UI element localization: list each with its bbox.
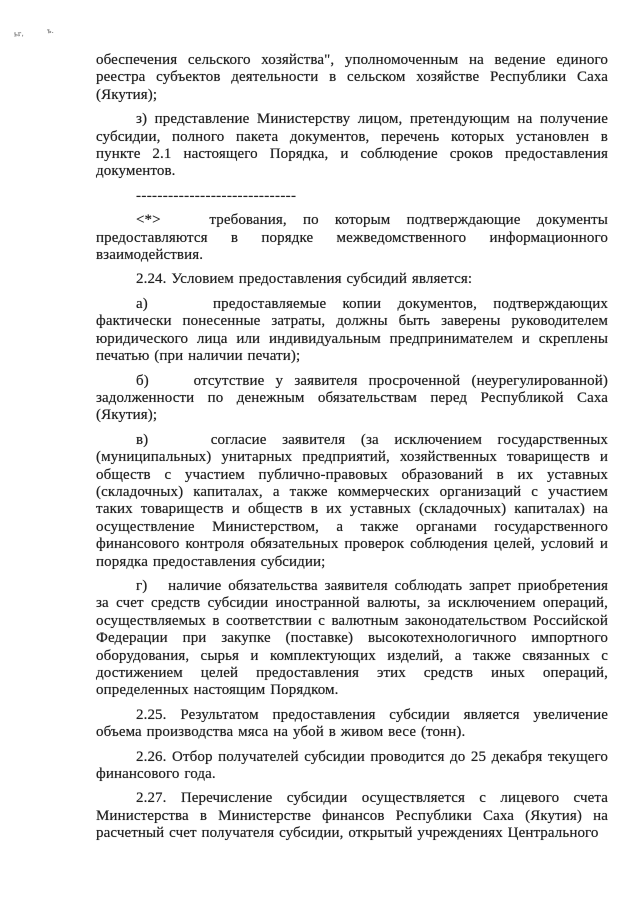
paragraph-2-26: 2.26. Отбор получателей субсидии проводится до 25 декабря текущего финансового года.	[96, 748, 608, 783]
footnote-separator: ------------------------------	[136, 187, 297, 204]
paragraph-item-v: в) согласие заявителя (за исключением государственных (муниципальных) унитарных предприятий, хозяйственных товариществ и обществ с участием публично-правовых образований в их уставных (складочных) капиталах, а также коммерческих организаций с участием таких товариществ и обществ в их уставных (складочных) капиталах) на осуществление Министерством, а также органами государственного финансового контроля обязательных проверок соблюдения целей, условий и порядка предоставления субсидии;	[96, 431, 608, 570]
paragraph-continuation: обеспечения сельского хозяйства", уполномоченным на ведение единого реестра субъектов деятельности в сельском хозяйстве Республики Саха (Якутия);	[96, 52, 608, 103]
paragraph-2-24: 2.24. Условием предоставления субсидий является:	[136, 271, 473, 288]
scan-artifact: ьг,	[13, 29, 25, 39]
footnote-text: <*> требования, по которым подтверждающие документы предоставляются в порядке межведомственного информационного взаимодействия.	[96, 212, 608, 264]
paragraph-item-z: з) представление Министерству лицом, претендующим на получение субсидии, полного пакета документов, перечень которых установлен в пункте 2.1 настоящего Порядка, и соблюдение сроков предоставления документов.	[96, 111, 608, 180]
scan-artifact: ъ.	[46, 26, 54, 36]
paragraph-item-a: а) предоставляемые копии документов, подтверждающих фактически понесенные затраты, должны быть заверены руководителем юридического лица или индивидуальным предпринимателем и скреплены печатью (при наличии печати);	[96, 295, 608, 365]
paragraph-2-27: 2.27. Перечисление субсидии осуществляется с лицевого счета Министерства в Министерстве финансов Республики Саха (Якутия) на расчетный счет получателя субсидии, открытый учреждениях Центрального	[96, 790, 608, 842]
paragraph-item-g: г) наличие обязательства заявителя соблюдать запрет приобретения за счет средств субсидии иностранной валюты, за исключением операций, осуществляемых в соответствии с валютным законодательством Российской Федерации при закупке (поставке) высокотехнологичного импортного оборудования, сырья и комплектующих изделий, а также связанных с достижением целей предоставления этих средств иных операций, определенных настоящим Порядком.	[96, 577, 608, 699]
paragraph-2-25: 2.25. Результатом предоставления субсидии является увеличение объема производства мяса на убой в живом весе (тонн).	[96, 706, 608, 741]
document-text-block	[96, 52, 608, 850]
paragraph-item-b: б) отсутствие у заявителя просроченной (неурегулированной) задолженности по денежным обязательствам перед Республикой Саха (Якутия);	[96, 372, 608, 424]
